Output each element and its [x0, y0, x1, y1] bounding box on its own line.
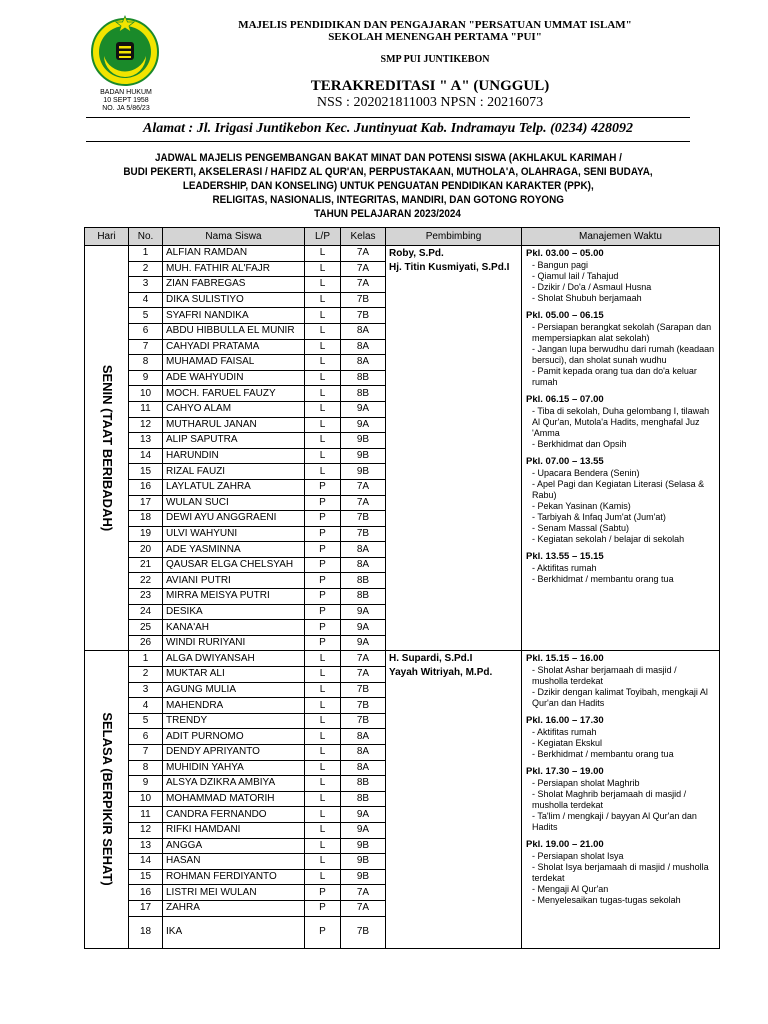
student-no: 21: [129, 557, 163, 573]
org-line-2: SEKOLAH MENENGAH PERTAMA "PUI": [328, 31, 542, 43]
student-class: 7A: [341, 479, 386, 495]
student-no: 6: [129, 729, 163, 745]
student-class: 9B: [341, 854, 386, 870]
time-slot-time: Pkl. 17.30 – 19.00: [526, 766, 604, 778]
time-slot-activity: - Pamit kepada orang tua dan do'a keluar rumah: [526, 366, 715, 388]
student-no: 1: [129, 651, 163, 667]
student-name: CAHYO ALAM: [163, 401, 305, 417]
student-name: ADE WAHYUDIN: [163, 370, 305, 386]
time-slot-activity: - Apel Pagi dan Kegiatan Literasi (Selasa & Rabu): [526, 479, 715, 501]
title-line-3: LEADERSHIP, DAN KONSELING) UNTUK PENGUATAN PENDIDIKAN KARAKTER (PPK),: [182, 180, 594, 192]
student-gender: L: [305, 339, 341, 355]
table-header-row: [85, 228, 720, 246]
student-no: 12: [129, 417, 163, 433]
student-gender: L: [305, 745, 341, 761]
student-name: KANA'AH: [163, 620, 305, 636]
time-slot-time: Pkl. 07.00 – 13.55: [526, 456, 604, 467]
student-gender: L: [305, 760, 341, 776]
student-name: ROHMAN FERDIYANTO: [163, 869, 305, 885]
time-slot-activity: - Sholat Shubuh berjamaah: [526, 293, 715, 304]
student-name: ADIT PURNOMO: [163, 729, 305, 745]
student-gender: P: [305, 526, 341, 542]
student-no: 8: [129, 760, 163, 776]
student-class: 7A: [341, 495, 386, 511]
day-cell: [85, 246, 129, 651]
student-gender: P: [305, 885, 341, 901]
legal-line-3: NO. JA 5/86/23: [102, 105, 150, 112]
student-gender: L: [305, 791, 341, 807]
student-class: 8A: [341, 729, 386, 745]
time-slot-activity: - Jangan lupa berwudhu dari rumah (keadaan bersuci), dan sholat sunah wudhu: [526, 344, 715, 366]
time-slot-activity: - Persiapan berangkat sekolah (Sarapan dan mempersiapkan alat sekolah): [526, 322, 715, 344]
student-gender: P: [305, 620, 341, 636]
time-slot-activity: - Berkhidmat / membantu orang tua: [526, 574, 715, 585]
student-gender: P: [305, 479, 341, 495]
day-label: SELASA (BERPIKIR SEHAT): [99, 712, 115, 887]
time-slot-time: Pkl. 16.00 – 17.30: [526, 715, 604, 727]
time-slot-time: Pkl. 13.55 – 15.15: [526, 551, 604, 562]
student-class: 8B: [341, 589, 386, 605]
student-name: MUKTAR ALI: [163, 667, 305, 683]
student-class: 7A: [341, 651, 386, 667]
student-class: 8B: [341, 791, 386, 807]
student-gender: L: [305, 682, 341, 698]
student-no: 14: [129, 448, 163, 464]
time-slot-activity: - Menyelesaikan tugas-tugas sekolah: [526, 895, 715, 906]
student-gender: P: [305, 495, 341, 511]
student-no: 24: [129, 604, 163, 620]
student-no: 4: [129, 292, 163, 308]
student-gender: L: [305, 370, 341, 386]
student-no: 9: [129, 776, 163, 792]
student-name: MUHIDIN YAHYA: [163, 760, 305, 776]
student-no: 5: [129, 713, 163, 729]
time-slot-activity: - Persiapan sholat Maghrib: [526, 778, 715, 789]
student-name: ALIP SAPUTRA: [163, 433, 305, 449]
table-row: [85, 246, 720, 262]
student-gender: L: [305, 729, 341, 745]
student-no: 15: [129, 464, 163, 480]
student-name: AVIANI PUTRI: [163, 573, 305, 589]
student-gender: L: [305, 261, 341, 277]
table-row: [85, 651, 720, 667]
legal-line-1: BADAN HUKUM: [100, 89, 152, 96]
student-class: 9A: [341, 401, 386, 417]
student-name: DENDY APRIYANTO: [163, 745, 305, 761]
student-name: IKA: [163, 916, 305, 948]
student-gender: L: [305, 355, 341, 371]
student-no: 9: [129, 370, 163, 386]
student-name: SYAFRI NANDIKA: [163, 308, 305, 324]
student-gender: P: [305, 557, 341, 573]
student-name: DIKA SULISTIYO: [163, 292, 305, 308]
student-gender: L: [305, 433, 341, 449]
time-slot-activity: - Dzikir / Do'a / Asmaul Husna: [526, 282, 715, 293]
student-no: 26: [129, 635, 163, 651]
student-gender: L: [305, 464, 341, 480]
student-class: 8A: [341, 323, 386, 339]
student-class: 9A: [341, 807, 386, 823]
student-name: ALFIAN RAMDAN: [163, 246, 305, 262]
student-no: 20: [129, 542, 163, 558]
student-no: 13: [129, 838, 163, 854]
student-class: 8B: [341, 573, 386, 589]
student-gender: L: [305, 869, 341, 885]
student-name: HASAN: [163, 854, 305, 870]
time-slot-activity: - Sholat Maghrib berjamaah di masjid / musholla terdekat: [526, 789, 715, 811]
time-slot-time: Pkl. 15.15 – 16.00: [526, 653, 604, 665]
nss-npsn: NSS : 202021811003 NPSN : 20216073: [316, 95, 544, 110]
manajemen-waktu-cell: [522, 246, 720, 651]
manajemen-waktu-cell: [522, 651, 720, 948]
accreditation: TERAKREDITASI " A" (UNGGUL): [310, 78, 550, 94]
student-class: 9A: [341, 604, 386, 620]
student-class: 8A: [341, 355, 386, 371]
student-name: LAYLATUL ZAHRA: [163, 479, 305, 495]
student-no: 16: [129, 885, 163, 901]
student-name: ALSYA DZIKRA AMBIYA: [163, 776, 305, 792]
student-name: ZIAN FABREGAS: [163, 277, 305, 293]
student-gender: L: [305, 323, 341, 339]
time-slot-activity: - Berkhidmat dan Opsih: [526, 439, 715, 450]
student-no: 14: [129, 854, 163, 870]
student-class: 7B: [341, 713, 386, 729]
time-slot-time: Pkl. 05.00 – 06.15: [526, 310, 604, 321]
legal-line-2: 10 SEPT 1958: [103, 97, 149, 104]
student-no: 1: [129, 246, 163, 262]
time-slot-activity: - Mengaji Al Qur'an: [526, 884, 715, 895]
time-slot: [526, 766, 715, 833]
pembimbing-cell: [386, 651, 522, 948]
student-name: HARUNDIN: [163, 448, 305, 464]
student-gender: L: [305, 246, 341, 262]
student-gender: P: [305, 542, 341, 558]
student-name: MOHAMMAD MATORIH: [163, 791, 305, 807]
pembimbing-name: Roby, S.Pd.: [389, 248, 444, 259]
student-no: 25: [129, 620, 163, 636]
student-gender: P: [305, 589, 341, 605]
time-slot: [526, 839, 715, 906]
student-name: RIFKI HAMDANI: [163, 822, 305, 838]
time-slot-activity: - Aktifitas rumah: [526, 563, 715, 574]
student-name: TRENDY: [163, 713, 305, 729]
student-name: QAUSAR ELGA CHELSYAH: [163, 557, 305, 573]
header-manajemen: Manajemen Waktu: [522, 228, 720, 246]
student-gender: L: [305, 401, 341, 417]
header-nama: Nama Siswa: [163, 228, 305, 246]
student-no: 11: [129, 401, 163, 417]
student-class: 9B: [341, 838, 386, 854]
student-no: 17: [129, 900, 163, 916]
student-class: 7B: [341, 698, 386, 714]
student-class: 7A: [341, 667, 386, 683]
student-class: 8B: [341, 386, 386, 402]
student-class: 7B: [341, 308, 386, 324]
day-label: SENIN (TAAT BERIBADAH): [99, 365, 115, 532]
time-slot: [526, 248, 715, 304]
student-no: 16: [129, 479, 163, 495]
student-no: 12: [129, 822, 163, 838]
time-slot-activity: - Berkhidmat / membantu orang tua: [526, 749, 715, 760]
time-slot-time: Pkl. 19.00 – 21.00: [526, 839, 604, 851]
student-class: 7B: [341, 682, 386, 698]
student-gender: P: [305, 900, 341, 916]
student-class: 8A: [341, 760, 386, 776]
student-gender: L: [305, 651, 341, 667]
student-no: 3: [129, 682, 163, 698]
student-gender: P: [305, 511, 341, 527]
student-name: LISTRI MEI WULAN: [163, 885, 305, 901]
student-gender: P: [305, 573, 341, 589]
time-slot-activity: - Tiba di sekolah, Duha gelombang I, tilawah Al Qur'an, Mutola'a Hadits, menghafal Juz 'Amma: [526, 406, 715, 439]
time-slot-activity: - Aktifitas rumah: [526, 727, 715, 738]
student-no: 7: [129, 745, 163, 761]
student-gender: L: [305, 822, 341, 838]
student-no: 5: [129, 308, 163, 324]
pembimbing-name: Yayah Witriyah, M.Pd.: [389, 667, 493, 679]
student-gender: P: [305, 635, 341, 651]
student-name: MAHENDRA: [163, 698, 305, 714]
student-class: 9B: [341, 464, 386, 480]
student-gender: L: [305, 713, 341, 729]
student-no: 18: [129, 916, 163, 948]
student-gender: L: [305, 698, 341, 714]
student-name: WINDI RURIYANI: [163, 635, 305, 651]
time-slot: [526, 456, 715, 545]
student-name: RIZAL FAUZI: [163, 464, 305, 480]
time-slot-activity: - Dzikir dengan kalimat Toyibah, mengkaji Al Qur'an dan Hadits: [526, 687, 715, 709]
time-slot-time: Pkl. 06.15 – 07.00: [526, 394, 604, 405]
day-cell: [85, 651, 129, 948]
student-no: 6: [129, 323, 163, 339]
student-gender: L: [305, 807, 341, 823]
student-class: 7B: [341, 526, 386, 542]
student-name: WULAN SUCI: [163, 495, 305, 511]
student-name: ADE YASMINNA: [163, 542, 305, 558]
time-slot-activity: - Persiapan sholat Isya: [526, 851, 715, 862]
student-name: ANGGA: [163, 838, 305, 854]
pembimbing-name: H. Supardi, S.Pd.I: [389, 653, 473, 665]
time-slot-activity: - Sholat Isya berjamaah di masjid / musholla terdekat: [526, 862, 715, 884]
student-class: 8B: [341, 776, 386, 792]
header-no: No.: [129, 228, 163, 246]
title-line-2: BUDI PEKERTI, AKSELERASI / HAFIDZ AL QUR'AN, PERPUSTAKAAN, MUTHOLA'A, OLAHRAGA, SENI BUDAYA,: [123, 166, 653, 178]
time-slot: [526, 394, 715, 450]
pembimbing-name: Hj. Titin Kusmiyati, S.Pd.I: [389, 262, 510, 273]
student-gender: P: [305, 916, 341, 948]
student-class: 8B: [341, 370, 386, 386]
student-class: 7B: [341, 511, 386, 527]
student-class: 7A: [341, 277, 386, 293]
student-class: 8A: [341, 557, 386, 573]
title-line-5: TAHUN PELAJARAN 2023/2024: [314, 208, 462, 220]
student-class: 7A: [341, 885, 386, 901]
student-no: 2: [129, 261, 163, 277]
time-slot-activity: - Pekan Yasinan (Kamis): [526, 501, 715, 512]
student-name: AGUNG MULIA: [163, 682, 305, 698]
student-no: 18: [129, 511, 163, 527]
time-slot-activity: - Ta'lim / mengkaji / bayyan Al Qur'an dan Hadits: [526, 811, 715, 833]
student-name: MUTHARUL JANAN: [163, 417, 305, 433]
title-line-1: JADWAL MAJELIS PENGEMBANGAN BAKAT MINAT DAN POTENSI SISWA (AKHLAKUL KARIMAH /: [154, 152, 622, 164]
student-no: 22: [129, 573, 163, 589]
student-name: MIRRA MEISYA PUTRI: [163, 589, 305, 605]
student-no: 23: [129, 589, 163, 605]
student-class: 7A: [341, 261, 386, 277]
title-line-4: RELIGITAS, NASIONALIS, INTEGRITAS, MANDIRI, DAN GOTONG ROYONG: [212, 194, 564, 206]
student-name: DEWI AYU ANGGRAENI: [163, 511, 305, 527]
header-rule-bottom: [86, 141, 690, 142]
header-hari: Hari: [85, 228, 129, 246]
student-gender: L: [305, 448, 341, 464]
student-no: 11: [129, 807, 163, 823]
address: Alamat : Jl. Irigasi Juntikebon Kec. Juntinyuat Kab. Indramayu Telp. (0234) 428092: [143, 121, 633, 136]
time-slot-activity: - Qiamul lail / Tahajud: [526, 271, 715, 282]
student-gender: L: [305, 308, 341, 324]
student-name: CANDRA FERNANDO: [163, 807, 305, 823]
time-slot-activity: - Sholat Ashar berjamaah di masjid / musholla terdekat: [526, 665, 715, 687]
student-gender: P: [305, 604, 341, 620]
time-slot-activity: - Tarbiyah & Infaq Jum'at (Jum'at): [526, 512, 715, 523]
header-kelas: Kelas: [341, 228, 386, 246]
student-class: 9B: [341, 448, 386, 464]
student-class: 9A: [341, 635, 386, 651]
pembimbing-cell: [386, 246, 522, 651]
student-gender: L: [305, 667, 341, 683]
student-gender: L: [305, 776, 341, 792]
student-name: MOCH. FARUEL FAUZY: [163, 386, 305, 402]
time-slot: [526, 310, 715, 388]
student-class: 9A: [341, 822, 386, 838]
student-gender: L: [305, 292, 341, 308]
school-name: SMP PUI JUNTIKEBON: [380, 54, 490, 65]
time-slot: [526, 715, 715, 760]
student-class: 9B: [341, 869, 386, 885]
student-gender: L: [305, 386, 341, 402]
header-lp: L/P: [305, 228, 341, 246]
student-no: 10: [129, 791, 163, 807]
student-class: 7B: [341, 916, 386, 948]
time-slot-activity: - Kegiatan sekolah / belajar di sekolah: [526, 534, 715, 545]
student-no: 17: [129, 495, 163, 511]
student-name: MUH. FATHIR AL'FAJR: [163, 261, 305, 277]
time-slot-time: Pkl. 03.00 – 05.00: [526, 248, 604, 259]
schedule-table: [84, 227, 720, 949]
school-logo-icon: [90, 12, 160, 88]
student-no: 3: [129, 277, 163, 293]
student-no: 8: [129, 355, 163, 371]
time-slot-activity: - Bangun pagi: [526, 260, 715, 271]
header-pembimbing: Pembimbing: [386, 228, 522, 246]
student-name: ZAHRA: [163, 900, 305, 916]
student-class: 9B: [341, 433, 386, 449]
student-class: 9A: [341, 417, 386, 433]
student-no: 13: [129, 433, 163, 449]
student-name: CAHYADI PRATAMA: [163, 339, 305, 355]
student-gender: L: [305, 417, 341, 433]
student-class: 7B: [341, 292, 386, 308]
time-slot-activity: - Senam Massal (Sabtu): [526, 523, 715, 534]
student-class: 7A: [341, 246, 386, 262]
time-slot: [526, 653, 715, 709]
student-no: 2: [129, 667, 163, 683]
student-class: 9A: [341, 620, 386, 636]
student-gender: L: [305, 277, 341, 293]
student-gender: L: [305, 854, 341, 870]
student-name: ABDU HIBBULLA EL MUNIR: [163, 323, 305, 339]
student-no: 10: [129, 386, 163, 402]
student-name: ULVI WAHYUNI: [163, 526, 305, 542]
org-line-1: MAJELIS PENDIDIKAN DAN PENGAJARAN "PERSATUAN UMMAT ISLAM": [238, 19, 632, 31]
student-gender: L: [305, 838, 341, 854]
student-class: 8A: [341, 745, 386, 761]
student-no: 4: [129, 698, 163, 714]
student-class: 8A: [341, 542, 386, 558]
student-name: ALGA DWIYANSAH: [163, 651, 305, 667]
student-class: 7A: [341, 900, 386, 916]
time-slot-activity: - Upacara Bendera (Senin): [526, 468, 715, 479]
student-no: 7: [129, 339, 163, 355]
student-class: 8A: [341, 339, 386, 355]
time-slot-activity: - Kegiatan Ekskul: [526, 738, 715, 749]
student-no: 19: [129, 526, 163, 542]
time-slot: [526, 551, 715, 585]
student-name: DESIKA: [163, 604, 305, 620]
student-no: 15: [129, 869, 163, 885]
student-name: MUHAMAD FAISAL: [163, 355, 305, 371]
header-rule-top: [86, 117, 690, 118]
